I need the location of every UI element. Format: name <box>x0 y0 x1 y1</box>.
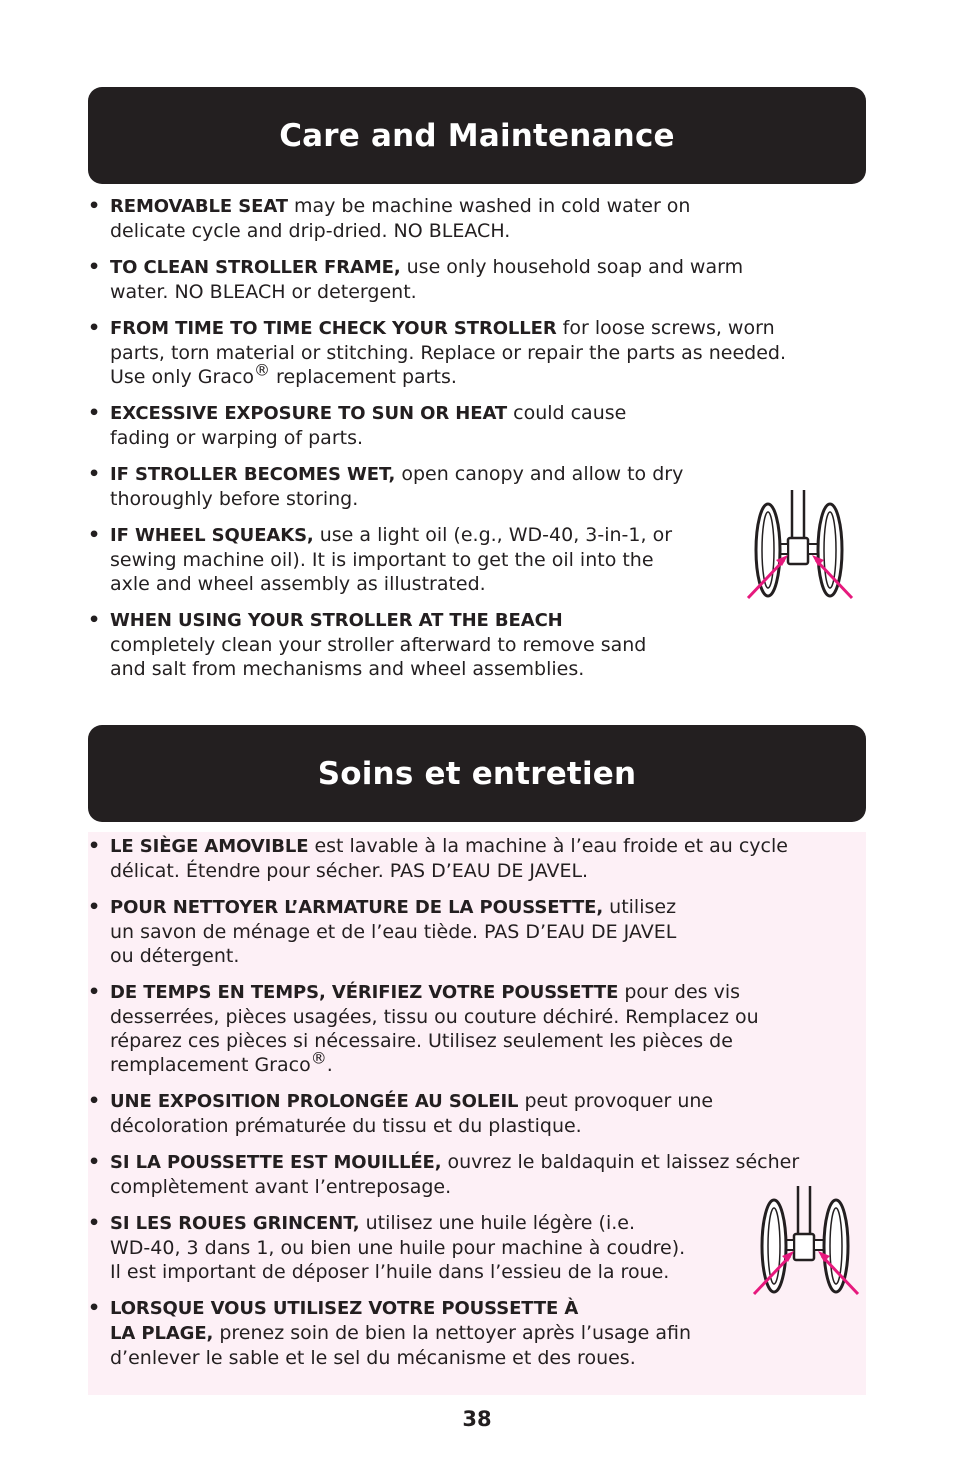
list-item: • WHEN USING YOUR STROLLER AT THE BEACH completely clean your stroller afterward to remove sand and salt from mechanisms and wheel assemblies. <box>88 609 647 680</box>
bullet: • <box>88 195 101 217</box>
list-item: • LE SIÈGE AMOVIBLE est lavable à la machine à l’eau froide et au cycle délicat. Étendre pour sécher. PAS D’EAU DE JAVEL. <box>88 835 788 882</box>
page-number: 38 <box>462 1407 492 1431</box>
bullet: • <box>88 835 101 857</box>
list-item: • POUR NETTOYER L’ARMATURE DE LA POUSSETTE, utilisez un savon de ménage et de l’eau tiède. PAS D’EAU DE JAVEL ou détergent. <box>88 896 677 967</box>
list-item: • EXCESSIVE EXPOSURE TO SUN OR HEAT could cause fading or warping of parts. <box>88 402 627 449</box>
bullet: • <box>88 1151 101 1173</box>
list-item: • UNE EXPOSITION PROLONGÉE AU SOLEIL peut provoquer une décoloration prématurée du tissu et du plastique. <box>88 1090 714 1137</box>
section-title-french: Soins et entretien <box>317 755 637 792</box>
bullet: • <box>88 981 101 1003</box>
section-banner-english <box>88 87 866 184</box>
bullet: • <box>88 609 101 631</box>
list-item: • TO CLEAN STROLLER FRAME, use only household soap and warm water. NO BLEACH or detergent. <box>88 256 744 303</box>
registered-mark: ® <box>254 360 271 380</box>
bullet: • <box>88 1212 101 1234</box>
section-banner-french <box>88 725 866 822</box>
list-item: • SI LA POUSSETTE EST MOUILLÉE, ouvrez le baldaquin et laissez sécher complètement avant l’entreposage. <box>88 1151 800 1198</box>
section-title-english: Care and Maintenance <box>279 117 675 154</box>
list-item: • LORSQUE VOUS UTILISEZ VOTRE POUSSETTE À LA PLAGE, prenez soin de bien la nettoyer après l’usage afin d’enlever le sable et le sel du mécanisme et des roues. <box>88 1297 692 1369</box>
list-item: • SI LES ROUES GRINCENT, utilisez une huile légère (i.e. WD-40, 3 dans 1, ou bien une huile pour machine à coudre). Il est important de déposer l’huile dans l’essieu de la roue. <box>88 1212 686 1283</box>
bullet: • <box>88 317 101 339</box>
bullet: • <box>88 402 101 424</box>
bullet: • <box>88 256 101 278</box>
bullet: • <box>88 1297 101 1319</box>
bullet: • <box>88 896 101 918</box>
list-item: • FROM TIME TO TIME CHECK YOUR STROLLER for loose screws, worn parts, torn material or stitching. Replace or repair the parts as needed. Use only Graco® replacement parts. <box>88 317 786 388</box>
bullet: • <box>88 524 101 546</box>
registered-mark: ® <box>310 1048 327 1068</box>
wheel-axle-illustration-icon <box>744 488 856 600</box>
bullet: • <box>88 1090 101 1112</box>
bullet: • <box>88 463 101 485</box>
list-item: • DE TEMPS EN TEMPS, VÉRIFIEZ VOTRE POUSSETTE pour des vis desserrées, pièces usagées, tissu ou couture déchiré. Remplacez ou réparez ces pièces si nécessaire. Utilisez seulement les pièces de remplacement Graco®. <box>88 981 759 1076</box>
wheel-axle-illustration-icon <box>750 1184 862 1296</box>
list-item: • IF STROLLER BECOMES WET, open canopy and allow to dry thoroughly before storing. <box>88 463 684 510</box>
list-item: • IF WHEEL SQUEAKS, use a light oil (e.g., WD-40, 3-in-1, or sewing machine oil). It is important to get the oil into the axle and wheel assembly as illustrated. <box>88 524 673 595</box>
care-list-french <box>88 834 866 1382</box>
list-item: • REMOVABLE SEAT may be machine washed in cold water on delicate cycle and drip-dried. NO BLEACH. <box>88 195 691 242</box>
care-list-english <box>88 194 866 693</box>
